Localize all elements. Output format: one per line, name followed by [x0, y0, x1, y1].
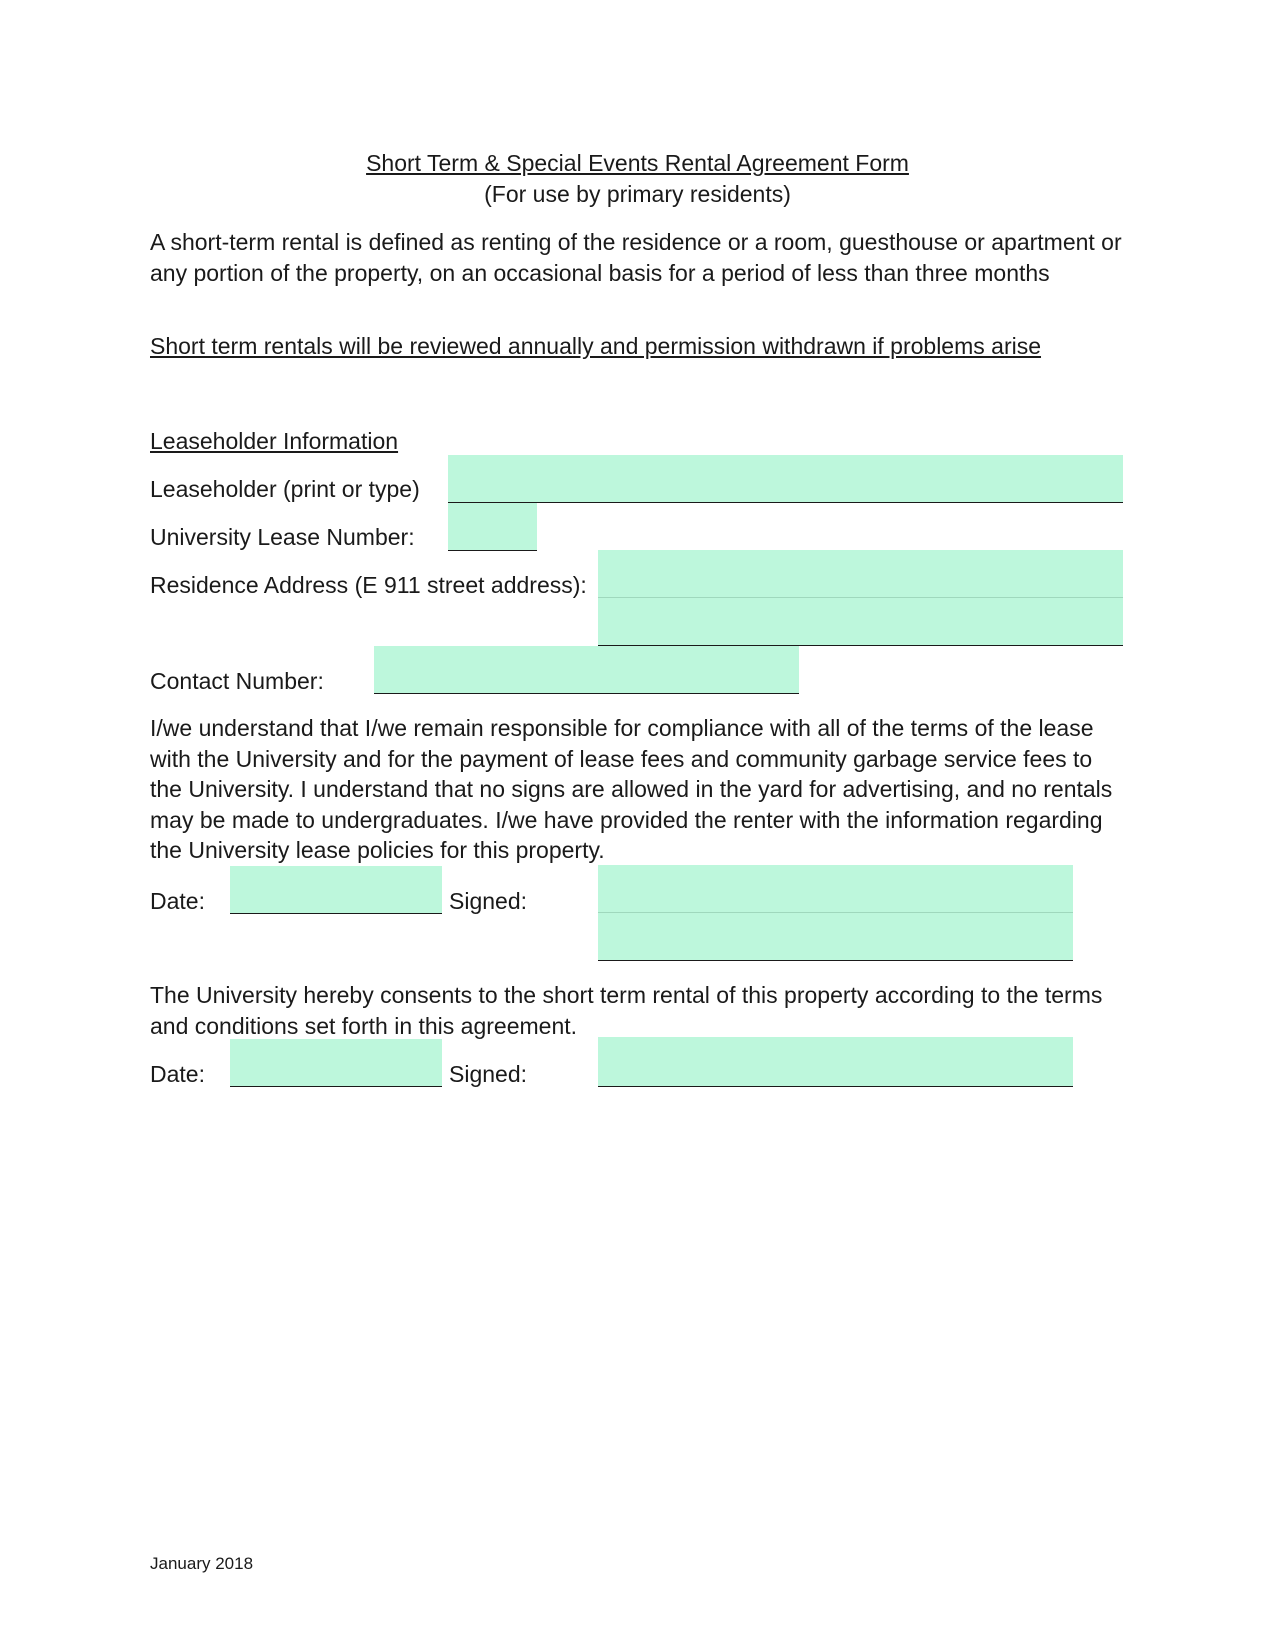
contact-number-field[interactable]: [374, 646, 799, 694]
university-date-field[interactable]: [230, 1039, 442, 1087]
leaseholder-name-field[interactable]: [448, 455, 1123, 503]
leaseholder-signature-field-line1[interactable]: [598, 865, 1073, 913]
leaseholder-date-label: Date:: [150, 888, 205, 914]
leaseholder-name-label: Leaseholder (print or type): [150, 476, 420, 502]
university-signed-label: Signed:: [449, 1061, 528, 1087]
form-title: Short Term & Special Events Rental Agreement Form: [366, 150, 909, 176]
residence-address-field-line2[interactable]: [598, 598, 1123, 646]
contact-number-label: Contact Number:: [150, 668, 324, 694]
footer-date: January 2018: [150, 1554, 254, 1573]
definition-paragraph: A short-term rental is defined as renting of the residence or a room, guesthouse or apartment or any portion of the property, on an occasional basis for a period of less than three months: [150, 229, 1122, 286]
university-date-label: Date:: [150, 1061, 205, 1087]
lease-number-field[interactable]: [448, 503, 537, 551]
notice-text: Short term rentals will be reviewed annually and permission withdrawn if problems arise: [150, 333, 1042, 359]
residence-address-field-line1[interactable]: [598, 550, 1123, 598]
residence-address-label: Residence Address (E 911 street address):: [150, 572, 587, 598]
university-consent-statement: The University hereby consents to the short term rental of this property according to the terms and conditions set forth in this agreement.: [150, 982, 1103, 1039]
leaseholder-section-heading: Leaseholder Information: [150, 428, 399, 454]
university-signature-field[interactable]: [598, 1037, 1073, 1087]
leaseholder-signed-label: Signed:: [449, 888, 528, 914]
responsibility-statement: I/we understand that I/we remain responsible for compliance with all of the terms of the lease with the University and for the payment of lease fees and community garbage service fees to the University. I understand that no signs are allowed in the yard for advertising, and no rentals may be made to undergraduates. I/we have provided the renter with the information regarding the University lease policies for this property.: [150, 715, 1113, 863]
leaseholder-date-field[interactable]: [230, 866, 442, 914]
leaseholder-signature-field-line2[interactable]: [598, 913, 1073, 961]
lease-number-label: University Lease Number:: [150, 524, 415, 550]
form-subtitle: (For use by primary residents): [484, 181, 791, 207]
